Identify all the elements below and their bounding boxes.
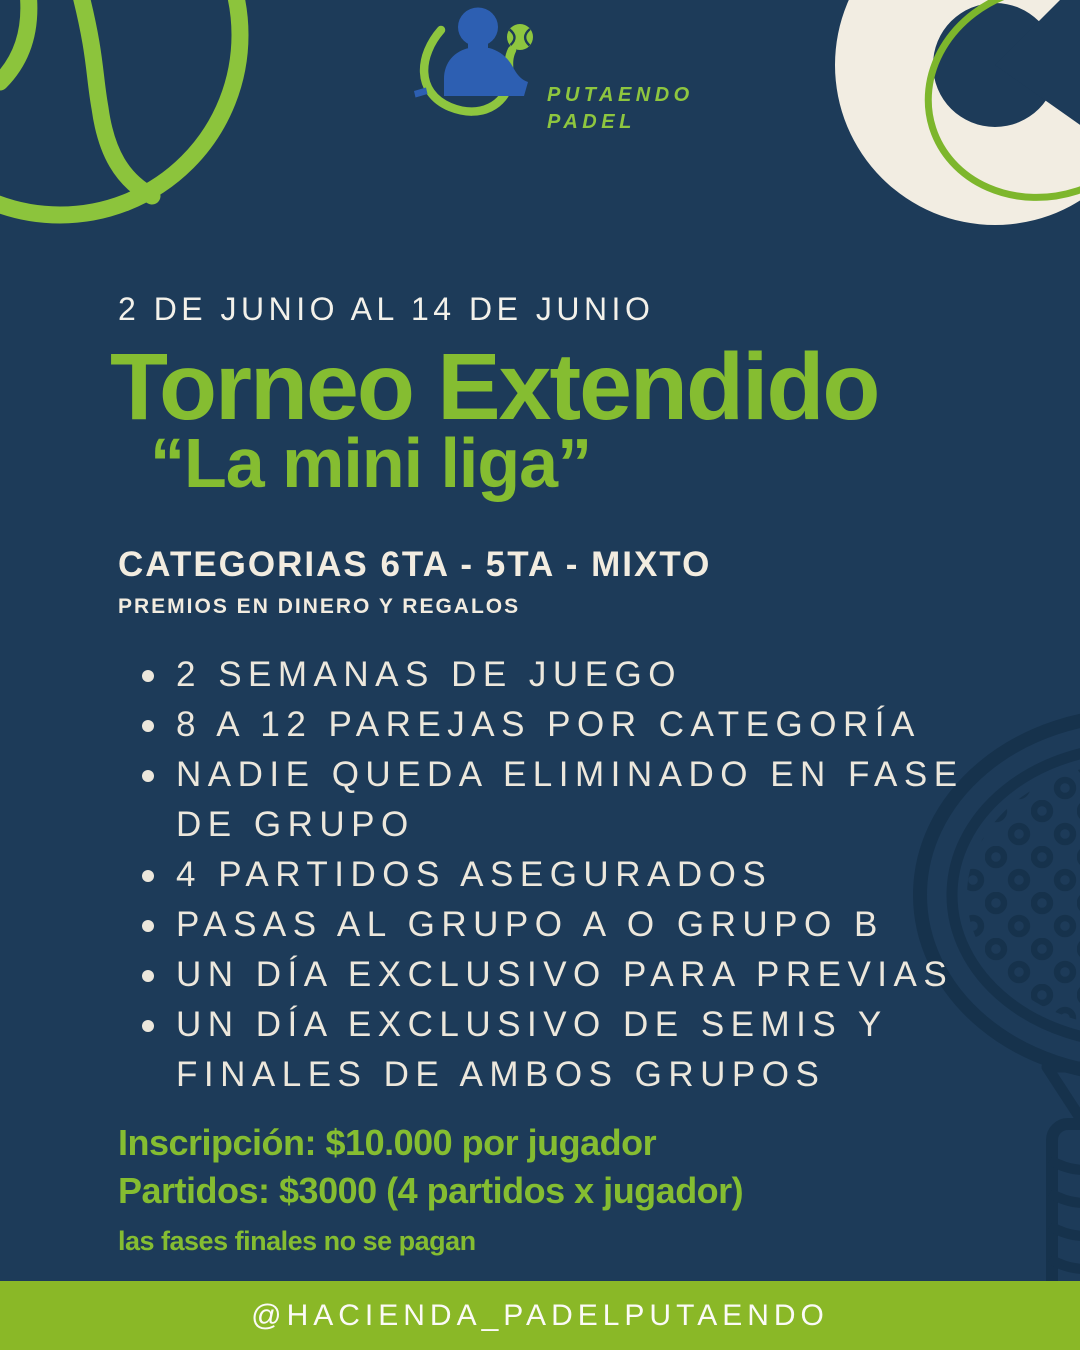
- prizes-line: PREMIOS EN DINERO Y REGALOS: [118, 595, 521, 618]
- pricing-note: las fases finales no se pagan: [118, 1226, 476, 1256]
- match-price: Partidos: $3000 (4 partidos x jugador): [118, 1170, 744, 1211]
- features-list: [140, 650, 975, 1100]
- list-item: 4 PARTIDOS ASEGURADOS: [140, 850, 975, 900]
- pricing-block: [118, 1119, 743, 1259]
- list-item: PASAS AL GRUPO A O GRUPO B: [140, 900, 975, 950]
- inscription-price: Inscripción: $10.000 por jugador: [118, 1122, 657, 1163]
- list-item: NADIE QUEDA ELIMINADO EN FASE DE GRUPO: [140, 750, 975, 850]
- list-item: UN DÍA EXCLUSIVO DE SEMIS Y FINALES DE AMBOS GRUPOS: [140, 1000, 975, 1100]
- categories-line: CATEGORIAS 6TA - 5TA - MIXTO: [118, 545, 712, 584]
- date-range: 2 DE JUNIO AL 14 DE JUNIO: [118, 291, 655, 327]
- brand-name-line1: PUTAENDO: [547, 84, 694, 106]
- list-item: 2 SEMANAS DE JUEGO: [140, 650, 975, 700]
- tournament-subtitle: “La mini liga”: [150, 424, 592, 502]
- list-item: 8 A 12 PAREJAS POR CATEGORÍA: [140, 700, 975, 750]
- instagram-handle: @HACIENDA_PADELPUTAENDO: [251, 1298, 829, 1332]
- tournament-title: Torneo Extendido: [110, 334, 879, 440]
- footer-bar: [0, 1281, 1080, 1350]
- list-item: UN DÍA EXCLUSIVO PARA PREVIAS: [140, 950, 975, 1000]
- brand-name-line2: PADEL: [547, 111, 636, 133]
